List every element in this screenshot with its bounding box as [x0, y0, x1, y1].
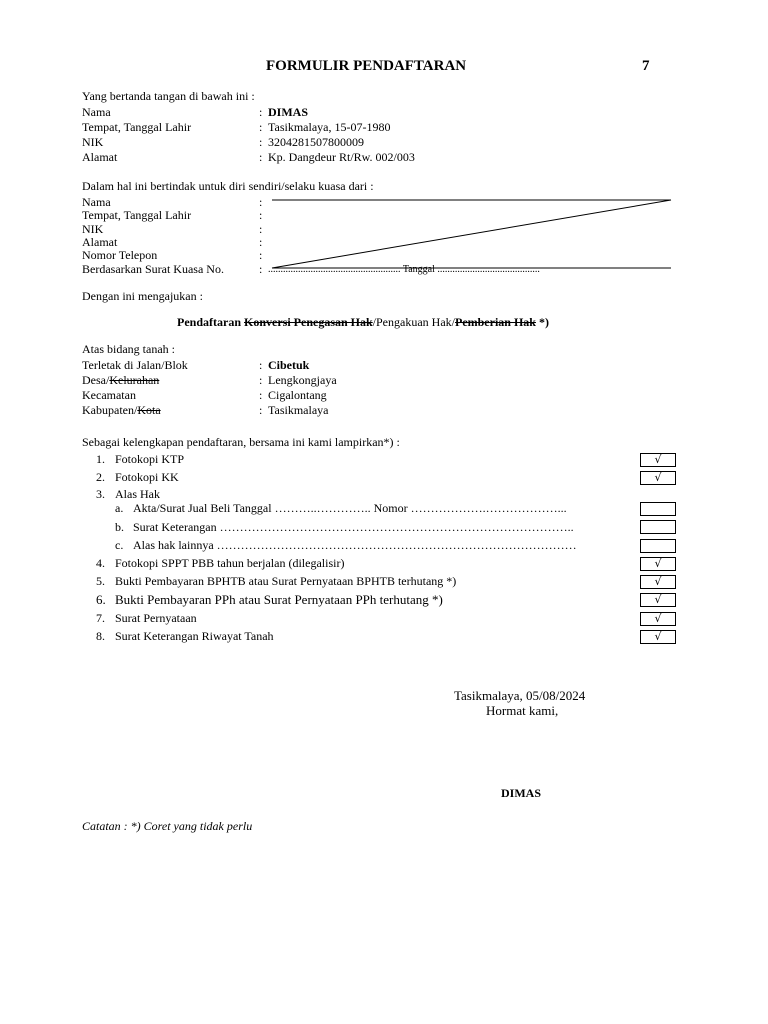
footnote: Catatan : *) Coret yang tidak perlu — [82, 819, 253, 833]
attachment-label: Fotokopi KTP — [115, 452, 185, 466]
attachment-num: 2. — [96, 470, 105, 484]
attachment-label: Bukti Pembayaran BPHTB atau Surat Pernyataan BPHTB terhutang *) — [115, 574, 457, 588]
land-street: Cibetuk — [268, 358, 310, 372]
colon: : — [259, 358, 263, 372]
land-regency: Tasikmalaya — [268, 403, 329, 417]
submission-intro: Dengan ini mengajukan : — [82, 289, 203, 303]
attachment-checkbox[interactable]: √ — [640, 453, 676, 467]
proxy-intro: Dalam hal ini bertindak untuk diri sendiri/selaku kuasa dari : — [82, 179, 374, 193]
colon: : — [259, 248, 263, 262]
colon: : — [259, 195, 263, 209]
page-number: 7 — [642, 58, 650, 74]
attachment-num: 4. — [96, 556, 105, 570]
colon: : — [259, 235, 263, 249]
land-village-label: Desa/Kelurahan — [82, 373, 160, 387]
signature-place-date: Tasikmalaya, 05/08/2024 — [454, 688, 586, 703]
attachment-checkbox[interactable] — [640, 502, 676, 516]
land-district-label: Kecamatan — [82, 388, 136, 402]
form-title: FORMULIR PENDAFTARAN — [266, 58, 467, 74]
applicant-birth: Tasikmalaya, 15-07-1980 — [268, 120, 391, 134]
attachment-num: 1. — [96, 452, 105, 466]
attachments-intro: Sebagai kelengkapan pendaftaran, bersama ini kami lampirkan*) : — [82, 435, 400, 449]
colon: : — [259, 222, 263, 236]
signature-closing: Hormat kami, — [486, 703, 559, 718]
applicant-nik-label: NIK — [82, 135, 104, 149]
attachment-sub-label: Surat Keterangan …………………………………………………………………………….. — [133, 520, 574, 534]
attachment-sub-num: b. — [115, 520, 124, 534]
proxy-name-label: Nama — [82, 195, 111, 209]
attachment-num: 5. — [96, 574, 105, 588]
proxy-nik-label: NIK — [82, 222, 104, 236]
attachment-checkbox[interactable] — [640, 520, 676, 534]
proxy-phone-label: Nomor Telepon — [82, 248, 158, 262]
attachment-num: 7. — [96, 611, 105, 625]
colon: : — [259, 388, 263, 402]
attachment-checkbox[interactable]: √ — [640, 575, 676, 589]
intro-text: Yang bertanda tangan di bawah ini : — [82, 89, 255, 103]
colon: : — [259, 105, 263, 119]
applicant-birth-label: Tempat, Tanggal Lahir — [82, 120, 192, 134]
applicant-nik: 3204281507800009 — [268, 135, 364, 149]
submission-type: Pendaftaran Konversi Penegasan Hak/Pengakuan Hak/Pemberian Hak *) — [177, 315, 549, 329]
attachment-sub-label: Akta/Surat Jual Beli Tanggal ………..………….. Nomor ……………….………………... — [133, 501, 567, 515]
colon: : — [259, 150, 263, 164]
colon: : — [259, 135, 263, 149]
attachment-label: Surat Pernyataan — [115, 611, 197, 625]
land-village: Lengkongjaya — [268, 373, 337, 387]
attachment-checkbox[interactable]: √ — [640, 557, 676, 571]
attachment-checkbox[interactable] — [640, 539, 676, 553]
attachment-label: Fotokopi KK — [115, 470, 179, 484]
colon: : — [259, 403, 263, 417]
attachment-sub-label: Alas hak lainnya ……………………………………………………………………………… — [133, 538, 577, 552]
attachment-sub-num: a. — [115, 501, 124, 515]
attachment-num: 3. — [96, 487, 105, 501]
colon: : — [259, 262, 263, 276]
signature-name: DIMAS — [501, 786, 542, 800]
colon: : — [259, 208, 263, 222]
attachment-label: Bukti Pembayaran PPh atau Surat Pernyataan PPh terhutang *) — [115, 592, 443, 607]
land-intro: Atas bidang tanah : — [82, 342, 175, 356]
attachment-checkbox[interactable]: √ — [640, 630, 676, 644]
attachment-label: Surat Keterangan Riwayat Tanah — [115, 629, 274, 643]
land-district: Cigalontang — [268, 388, 327, 402]
applicant-address: Kp. Dangdeur Rt/Rw. 002/003 — [268, 150, 415, 164]
proxy-letter-label: Berdasarkan Surat Kuasa No. — [82, 262, 224, 276]
attachment-checkbox[interactable]: √ — [640, 471, 676, 485]
applicant-address-label: Alamat — [82, 150, 118, 164]
proxy-birth-label: Tempat, Tanggal Lahir — [82, 208, 192, 222]
applicant-name-label: Nama — [82, 105, 111, 119]
colon: : — [259, 120, 263, 134]
attachment-checkbox[interactable]: √ — [640, 593, 676, 607]
attachment-num: 8. — [96, 629, 105, 643]
land-street-label: Terletak di Jalan/Blok — [82, 358, 188, 372]
land-regency-label: Kabupaten/Kota — [82, 403, 161, 417]
proxy-address-label: Alamat — [82, 235, 118, 249]
attachment-label: Alas Hak — [115, 487, 160, 501]
colon: : — [259, 373, 263, 387]
applicant-name: DIMAS — [268, 105, 309, 119]
proxy-letter-value: ..................................................... Tanggal ......................................... — [268, 264, 540, 275]
attachment-sub-num: c. — [115, 538, 124, 552]
attachment-num: 6. — [96, 592, 106, 607]
attachment-checkbox[interactable]: √ — [640, 612, 676, 626]
attachment-label: Fotokopi SPPT PBB tahun berjalan (dilegalisir) — [115, 556, 345, 570]
